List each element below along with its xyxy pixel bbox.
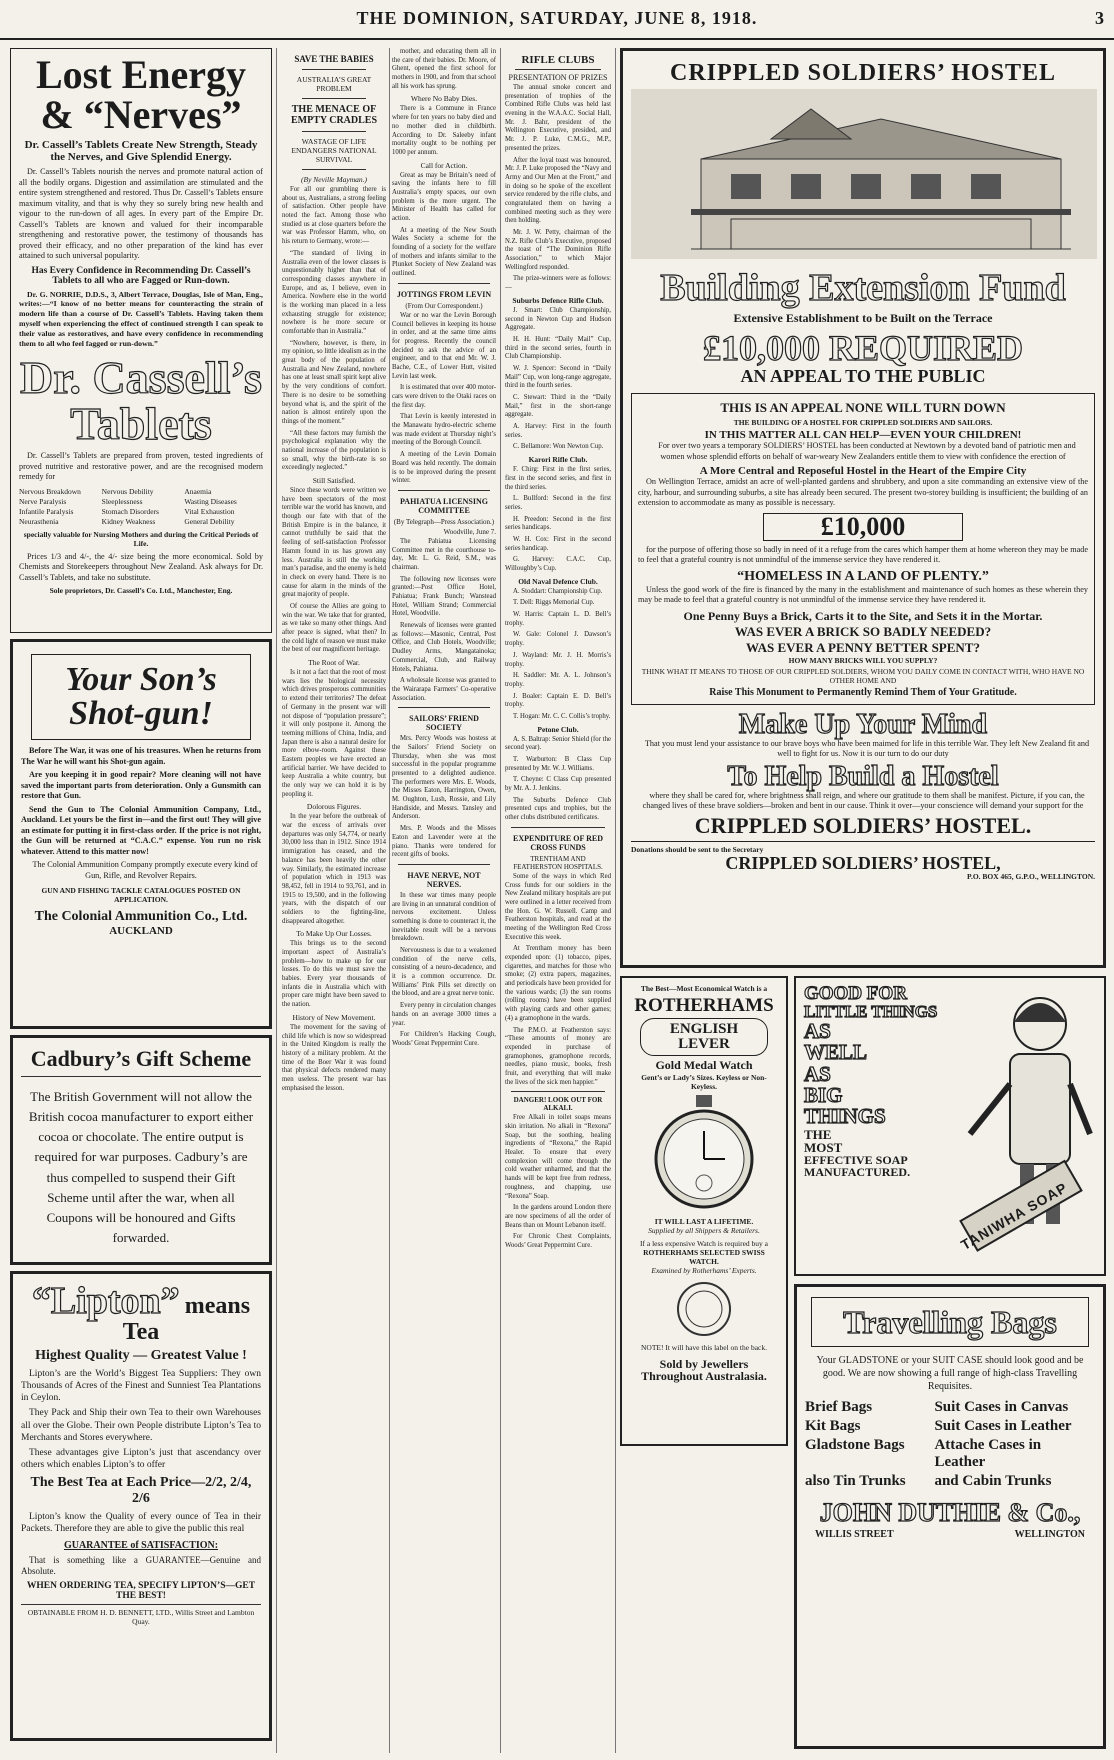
gun-para-2: Are you keeping it in good repair? More cleaning will not have saved the important parts from deterioration. Only a Gunsmith can restore that Gun. xyxy=(21,770,261,800)
club-result: J. Smart: Club Championship, second in Newton Cup and Hudson Aggregate. xyxy=(505,306,611,332)
rotherham-supplied: Supplied by all Shippers & Retailers. xyxy=(648,1226,760,1235)
lipton-best: The Best Tea at Each Price—2/2, 2/4, 2/6 xyxy=(30,1475,252,1507)
article-paragraph: Is it not a fact that the root of most wars lies the biological necessity which drives prosperous communities to extend their territories? The defeat of Germany in the present war will not dispose of “population pressure”; it will only postpone it. Among the teeming millions of China, India, and Japan there is also a natural desire for more elbow-room. Against these Eastern peoples we have erected an artificial barrier. We have decided to keep Australia a white country, but the only way we can hold it is by peopling it. xyxy=(282,669,386,798)
article-paragraph: For Children’s Hacking Cough, Woods’ Great Peppermint Cure. xyxy=(392,1031,496,1047)
cassell-proprietors: Sole proprietors, Dr. Cassell’s Co. Ltd., Manchester, Eng. xyxy=(49,586,233,596)
ailment: Sleeplessness xyxy=(101,496,143,506)
article-paragraph: Some of the ways in which Red Cross funds for our soldiers in the New Zealand military hospitals are put were outlined in a letter received from the Hon. G. W. Russell. Camp and Featherston hospitals, and read at the meeting of the Wellington Red Cross Executive this week. xyxy=(505,872,611,941)
club-result: H. H. Hunt: “Daily Mail” Cup, third in the second series, fourth in Club Championship. xyxy=(505,335,611,361)
club-name: Karori Rifle Club. xyxy=(528,455,588,465)
lipton-para-2: They Pack and Ship their own Tea to their own Warehouses all over the Globe. Their own People distribute Lipton’s Tea to Merchants and Stores everywhere. xyxy=(21,1408,261,1443)
duthie-bags-list xyxy=(805,1399,1095,1490)
hostel-donations-frame xyxy=(631,841,1095,881)
hostel-estab: Extensive Establishment to be Built on the Terrace xyxy=(733,311,993,325)
bag-item: Brief Bags xyxy=(805,1399,873,1416)
article-subtitle: PRESENTATION OF PRIZES xyxy=(508,73,608,82)
column-ads-left xyxy=(10,48,272,1753)
hostel-para-2: On Wellington Terrace, amidst an acre of well-planted gardens and shrubbery, and upon a site commanding an extensive view of the city, harbour, and surrounding suburbs, a site has already been secured. The present two-storey building is insufficient; the building of an extension to accommodate as many as possible is necessary. xyxy=(638,477,1088,507)
hostel-appeal-frame xyxy=(631,393,1095,705)
soap-line: MANUFACTURED. xyxy=(804,1165,911,1180)
divider xyxy=(398,864,490,865)
rotherham-top: The Best—Most Economical Watch is a xyxy=(640,984,768,993)
rotherham-cheaper: If a less expensive Watch is required buy a xyxy=(640,1239,768,1248)
gun-para-1: Before The War, it was one of his treasures. When he returns from The War he will want his Shot-gun again. xyxy=(21,746,261,766)
gun-company: The Colonial Ammunition Co., Ltd. xyxy=(34,909,248,924)
article-title: DANGER! LOOK OUT FOR ALKALI. xyxy=(513,1096,603,1113)
lipton-brand: “Lipton” xyxy=(31,1280,180,1322)
cassell-confidence: Has Every Confidence in Recommending Dr. Cassell’s Tablets to all who are Fagged or Run-down. xyxy=(31,265,251,286)
newspaper-title: THE DOMINION, SATURDAY, JUNE 8, 1918. xyxy=(356,8,758,28)
column-rule xyxy=(500,48,501,1753)
hostel-make-up-your-mind: Make Up Your Mind xyxy=(738,708,988,740)
hostel-amount-required: £10,000 REQUIRED xyxy=(702,328,1024,368)
column-rule xyxy=(276,48,277,1753)
hostel-q1: WAS EVER A BRICK SO BADLY NEEDED? xyxy=(734,623,992,639)
article-subtitle: AUSTRALIA’S GREAT PROBLEM xyxy=(296,75,372,93)
hostel-q2: WAS EVER A PENNY BETTER SPENT? xyxy=(746,639,980,655)
bag-item: Kit Bags xyxy=(805,1418,861,1435)
bag-item: Attache Cases in Leather xyxy=(934,1437,1042,1471)
gun-headline-2: Shot-gun! xyxy=(69,695,213,732)
ad-crippled-soldiers-hostel xyxy=(620,48,1106,968)
article-paragraph: For all our grumbling there is about us, Australians, a strong feeling of satisfaction. Other people have noted the fact. Among those who studied us at close quarters before the war was Professor Hamm, who, on his return to Germany, wrote:— xyxy=(282,186,386,246)
article-paragraph: At Trentham money has been expended upon: (1) tobacco, pipes, cigarettes, and matches for those who smoke; (2) extra papers, magazines, and periodicals have been provided for the various wards; (3) the sun rooms (rolling rooms) have been supplied with playing cards and other games; (4) a gramophone in the wards. xyxy=(505,945,611,1022)
hostel-think: THINK WHAT IT MEANS TO THOSE OF OUR CRIPPLED SOLDIERS, WHOM YOU DAILY COME IN CONTACT WITH, WHO HAVE NO OTHER HOME AND xyxy=(641,666,1085,685)
lipton-obtainable: OBTAINABLE FROM H. D. BENNETT, LTD., Willis Street and Lambton Quay. xyxy=(21,1604,261,1626)
article-subhead: Still Satisfied. xyxy=(312,476,356,485)
hostel-para-6: where they shall be cared for, where brightness shall reign, and where our gratitude to them shall be manifest. Picture, if you can, the changed lives of these brave soldiers—broken and bent in our cause. Think it over—your conscience will demand your support for the xyxy=(642,790,1085,810)
column-rule xyxy=(389,48,390,1753)
divider xyxy=(511,1091,605,1092)
column-ads-right xyxy=(620,48,1106,1753)
gun-city: AUCKLAND xyxy=(109,925,173,937)
article-paragraph: Nervousness is due to a weakened condition of the nerve cells, consisting of a neuro-decadence, and it is a common occurrence. Dr. Williams’ Pink Pills set directly on the blood, and are a great nerve tonic. xyxy=(392,947,496,998)
divider xyxy=(511,827,605,828)
hostel-fund-headline: Building Extension Fund xyxy=(660,267,1066,309)
ailment: Neurasthenia xyxy=(19,516,59,526)
divider xyxy=(302,69,366,70)
article-title: SAVE THE BABIES xyxy=(294,54,374,64)
column-rifle-clubs xyxy=(505,48,611,1753)
article-subhead: The Root of War. xyxy=(308,658,360,668)
duthie-address xyxy=(805,1529,1095,1540)
article-subtitle: THE MENACE OF EMPTY CRADLES xyxy=(290,104,378,126)
article-byline: (By Neville Mayman.) xyxy=(300,175,367,184)
article-paragraph: Mrs. Percy Woods was hostess at the Sailors’ Friend Society on Thursday, when she was most successful in the popular programme presented to a delighted audience. The performers were Mrs. E. Woods, the Misses Eaton, Harrington, Owen, M. Oughton, Lush, Rossie, and Lily Handiside, and Messrs. Tansley and Anderson. xyxy=(392,735,496,821)
hostel-para-3: for the purpose of offering those so badly in need of it a refuge from the cares which hamper them at home whereon they may be made to feel that a grateful country is not unmindful of the immense service they have rendered it. xyxy=(638,544,1088,564)
club-result: J. Boaler: Captain E. D. Bell’s trophy. xyxy=(505,692,611,709)
article-paragraph: It is estimated that over 400 motor-cars were driven to the Otaki races on the first day. xyxy=(392,384,496,409)
lipton-guarantee: GUARANTEE of SATISFACTION: xyxy=(63,1539,219,1551)
lipton-para-4: Lipton’s know the Quality of every ounce of Tea in their Packets. Therefore they are able to give the public this real xyxy=(21,1512,261,1535)
bag-item: Suit Cases in Leather xyxy=(934,1418,1072,1435)
article-paragraph: Mr. J. W. Petty, chairman of the N.Z. Rifle Club’s Executive, proposed the toast of “The Dominion Rifle Association,” to which Major Wellingford responded. xyxy=(505,229,611,271)
club-result: A. S. Baltrap: Senior Shield (for the second year). xyxy=(505,735,611,752)
soap-line: EFFECTIVE SOAP xyxy=(804,1153,908,1168)
divider xyxy=(302,98,366,99)
column-news-middle xyxy=(392,48,496,1753)
pocket-watch-illustration xyxy=(649,1093,759,1213)
ailment: Nervous Breakdown xyxy=(19,486,81,496)
club-result: W. H. Cox: First in the second series handicap. xyxy=(505,535,611,552)
article-byline: (By Telegraph—Press Association.) xyxy=(393,517,495,526)
soap-brand: TANIWHA SOAP xyxy=(957,1179,1070,1253)
ad-cadbury xyxy=(10,1035,272,1265)
soap-line: THE xyxy=(804,1126,832,1142)
ailment: Wasting Diseases xyxy=(184,496,237,506)
club-result: H. Saddler: Mr. A. L. Johnson’s trophy. xyxy=(505,672,611,688)
club-result: H. Preedon: Second in the first series handicaps. xyxy=(505,515,611,532)
club-result: T. Cheyne: C Class Cup presented by Mr. A. J. Jenkins. xyxy=(505,776,611,793)
rotherham-last: IT WILL LAST A LIFETIME. xyxy=(654,1217,754,1226)
article-paragraph: The movement for the saving of child life which is now so widespread in the United Kingdom is really the history of a military problem. At the time of the Boer War it was found that physical defects rendered many men useless. The present war has emphasised the lesson. xyxy=(282,1023,386,1092)
club-result: W. Harris: Captain L. D. Bell’s trophy. xyxy=(505,611,611,627)
lipton-tagline: Highest Quality — Greatest Value ! xyxy=(35,1348,247,1363)
bag-item: and Cabin Trunks xyxy=(934,1473,1052,1490)
article-subhead: To Make Up Our Losses. xyxy=(296,929,372,939)
cassell-tagline: Dr. Cassell’s Tablets Create New Strength, Steady the Nerves, and Give Splendid Energy. xyxy=(24,139,258,163)
hostel-q3: HOW MANY BRICKS WILL YOU SUPPLY? xyxy=(788,655,938,665)
article-title: JOTTINGS FROM LEVIN xyxy=(396,289,492,299)
lipton-para-1: Lipton’s are the World’s Biggest Tea Suppliers: They own Thousands of Acres of the Finest and Sunniest Tea Plantations in Ceylon. xyxy=(21,1369,261,1404)
divider xyxy=(398,490,490,491)
divider xyxy=(515,69,601,70)
article-paragraph: Of course the Allies are going to win the war. We take that for granted, as we take so many other things. And after peace is signed, what then? In the cold light of reason we must make the best of our magnificent heritage. xyxy=(282,602,386,654)
soap-slogan xyxy=(804,984,964,1179)
club-result: W. J. Spencer: Second in “Daily Mail” Cup, won long-range aggregate, third in the fourth series. xyxy=(505,364,611,390)
gun-headline-frame xyxy=(31,654,251,740)
soap-line: BIG xyxy=(804,1082,843,1107)
club-result: W. Gale: Colonel J. Dawson’s trophy. xyxy=(505,631,611,648)
rotherham-note: NOTE! It will have this label on the back. xyxy=(640,1343,767,1352)
ad-taniwha-soap xyxy=(794,976,1106,1276)
club-result: T. Dell: Riggs Memorial Cup. xyxy=(513,599,595,607)
article-paragraph: This brings us to the second important aspect of Australia’s problem—how to make up for our losses. To do this we must save the babies. Every year thousands of infants die in Australia which with proper care might have been saved to the nation. xyxy=(282,940,386,1009)
lipton-para-3: These advantages give Lipton’s just that ascendancy over others which enables Lipton’s to offer xyxy=(21,1447,261,1471)
duthie-title: Travelling Bags xyxy=(811,1297,1089,1347)
column-rule xyxy=(615,48,616,1753)
soap-line: AS xyxy=(804,1018,831,1043)
ad-john-duthie xyxy=(794,1284,1106,1749)
cadbury-title: Cadbury’s Gift Scheme xyxy=(21,1048,261,1077)
rotherham-sold: Sold by Jewellers Throughout Australasia. xyxy=(641,1357,767,1383)
article-paragraph: “All these factors may furnish the psychological explanation why the national increase of the population is so small, why the birth-rate is so exceedingly neglected.” xyxy=(282,429,386,472)
bag-item: also Tin Trunks xyxy=(805,1473,906,1490)
lipton-headline xyxy=(21,1282,261,1344)
soap-line: WELL xyxy=(804,1040,868,1065)
article-title: SAILORS’ FRIEND SOCIETY xyxy=(409,714,479,733)
hostel-ten-thousand: £10,000 xyxy=(763,513,963,541)
soap-line: THINGS xyxy=(804,1104,886,1129)
divider xyxy=(302,131,366,132)
hostel-penny: One Penny Buys a Brick, Carts it to the Site, and Sets it in the Mortar. xyxy=(683,608,1043,623)
cassell-body-2: Dr. Cassell’s Tablets are prepared from proven, tested ingredients of proved nutritive and restorative power, and are the recognised modern remedy for xyxy=(19,451,263,482)
club-result: A. Stoddart: Championship Cup. xyxy=(513,587,603,595)
ailment: Infantile Paralysis xyxy=(19,506,74,516)
watch-back-label-illustration xyxy=(664,1279,744,1339)
article-paragraph: The P.M.O. at Featherston says: “These amounts of money are expended in purchase of gramophones, gramophone records, needles, piano music, books, fresh fruit, and everything that will make the lives of the sick men happier.” xyxy=(505,1026,611,1086)
gun-catalogue: GUN AND FISHING TACKLE CATALOGUES POSTED ON APPLICATION. xyxy=(41,886,241,904)
article-paragraph: A wholesale license was granted to the Wairarapa Farmers’ Co-operative Association. xyxy=(392,677,496,702)
cassell-price: Prices 1/3 and 4/-, the 4/- size being the more economical. Sold by Chemists and Storekeepers throughout New Zealand. Ask always for Dr. Cassell’s Tablets, and take no substitute. xyxy=(19,551,263,582)
ailment: Vital Exhaustion xyxy=(184,506,235,516)
ad-colonial-ammunition xyxy=(10,639,272,1029)
club-result: C. Bellamore: Won Newton Cup. xyxy=(513,443,604,451)
soap-line: MOST xyxy=(804,1139,843,1155)
rotherham-lever: ENGLISH LEVER xyxy=(640,1018,768,1056)
article-paragraph: The prize-winners were as follows:— xyxy=(505,275,611,292)
club-name: Suburbs Defence Rifle Club. xyxy=(512,295,604,305)
article-subhead: Where No Baby Dies. xyxy=(410,94,478,104)
club-result: F. Chirg: First in the first series, first in the second series, and first in the third series. xyxy=(505,466,611,491)
article-paragraph: That Levin is keenly interested in the Manawatu hydro-electric scheme was made evident at Thursday night’s meeting of the Borough Council. xyxy=(392,413,496,447)
soap-line: LITTLE THINGS xyxy=(804,1002,938,1022)
hostel-help-build: To Help Build a Hostel xyxy=(727,760,999,792)
rotherham-brand: ROTHERHAMS xyxy=(634,995,774,1016)
club-result: T. Warburton: B Class Cup presented by Mr. W. J. Williams. xyxy=(505,756,611,772)
cassell-testimonial: Dr. G. NORRIE, D.D.S., 3, Albert Terrace, Douglas, Isle of Man, Eng., writes:—“I know of no better means for counteracting the strain of modern life than a course of Dr. Cassell’s Tablets. Having taken them myself when experiencing the effect of continued strength I can speak to their value as restoratives, and have every confidence in recommending them to all who feel fagged or run-down.” xyxy=(19,289,263,349)
hostel-raise: Raise This Monument to Permanently Remind Them of Your Gratitude. xyxy=(709,686,1017,698)
hostel-appeal: AN APPEAL TO THE PUBLIC xyxy=(740,366,986,386)
soap-line: GOOD FOR xyxy=(804,983,907,1004)
hostel-plenty: “HOMELESS IN A LAND OF PLENTY.” xyxy=(737,568,989,584)
hostel-building-text: THE BUILDING OF A HOSTEL FOR CRIPPLED SOLDIERS AND SAILORS. xyxy=(733,418,993,427)
article-subhead: History of New Movement. xyxy=(292,1012,376,1022)
article-paragraph: In the year before the outbreak of war the excess of arrivals over departures was only 54,774, or nearly 30,000 less than in 1912. Since 1914 immigration has ceased, and the balance has been heavily the other way. Similarly, the estimated increase of population which in 1913 was 98,452, fell in 1914 to 93,761, and in 1915 to 19,500, and in the following years, with the dispatch of our soldiers to the fighting-line, disappeared altogether. xyxy=(282,813,386,925)
club-result: C. Stewart: Third in the “Daily Mail,” first in the short-range aggregate. xyxy=(505,394,611,419)
hostel-para-5: That you must lend your assistance to our brave boys who have been maimed for life in this terrible War. They left New Zealand fit and well to fight for us. Now it is our turn to do our duty xyxy=(644,738,1090,758)
cassell-body: Dr. Cassell’s Tablets nourish the nerves and promote natural action of all the bodily organs. Digestion and assimilation are stimulated and the entire system strengthened and restored. Thus Dr. Cassell’s Tablets ensure maximum vitality, and that is why they so surely bring new health and vigour to the run-down of all ages. In every part of the Empire Dr. Cassell’s Tablets are known and valued for their incomparable strengthening and restorative power, the testimony of thousands has proved their efficacy, and no other preparation of the kind has ever attained to such universal popularity. xyxy=(19,167,263,260)
bag-item: Suit Cases in Canvas xyxy=(934,1399,1069,1416)
article-subhead: Call for Action. xyxy=(420,160,468,170)
ailment: Stomach Disorders xyxy=(101,506,159,516)
ad-lipton xyxy=(10,1271,272,1741)
article-paragraph: The annual smoke concert and presentation of trophies of the Combined Rifle Clubs was held last evening in the W.A.A.C. Social Hall, Mr. J. Bahr, president of the Wellington Executive, presided, and Mr. J. P. Luke, C.M.G., M.P., presented the prizes. xyxy=(505,84,611,152)
hostel-title: CRIPPLED SOLDIERS’ HOSTEL xyxy=(670,60,1056,86)
column-save-the-babies xyxy=(282,48,386,1753)
hostel-name-2: CRIPPLED SOLDIERS’ HOSTEL. xyxy=(694,812,1032,838)
lipton-means-tea: means Tea xyxy=(122,1293,251,1345)
cassell-headline-1: Lost Energy xyxy=(36,52,246,97)
divider xyxy=(398,707,490,708)
rotherham-gents: Gent’s or Lady’s Sizes. Keyless or Non-Keyless. xyxy=(641,1073,767,1091)
rotherham-examined: Examined by Rotherhams’ Experts. xyxy=(651,1266,757,1275)
article-paragraph: War or no war the Levin Borough Council believes in keeping its house in order, and at the same time aims for progress. Recently the council decided to ask the advice of an engineer, and to that end Mr. W. J. Bache, C.E., of Lower Hutt, visited Levin last week. xyxy=(392,311,496,380)
article-paragraph: Since these words were written we have been spectators of the most terrible war the world has known, and though our fate with that of the British Empire is in the balance, it cannot truthfully be said that the feeling of self-satisfaction Professor Hamm found in us has grown any less. Australia is still the working man’s paradise, and the enemy is held in check on every hand. There is no cause for alarm in the minds of the great majority of people. xyxy=(282,487,386,599)
article-title: EXPENDITURE OF RED CROSS FUNDS xyxy=(513,833,603,852)
cassell-nursing: specially valuable for Nursing Mothers and during the Critical Periods of Life. xyxy=(23,529,259,548)
duthie-para: Your GLADSTONE or your SUIT CASE should look good and be good. We are now showing a full range of high-class Travelling Requisites. xyxy=(816,1355,1084,1392)
ad-dr-cassell xyxy=(10,48,272,633)
article-paragraph: “The standard of living in Australia even of the lower classes is unquestionably higher than that of corresponding classes anywhere in Europe, and as, I believe, even in America. Nowhere else in the world is the working man placed in a less exhausting struggle for existence; nowhere is he more secure or comfortable than in Australia.” xyxy=(282,249,386,335)
duthie-company: JOHN DUTHIE & Co., xyxy=(819,1498,1081,1528)
article-paragraph: Mrs. P. Woods and the Misses Eaton and Lavender were at the piano. Thanks were tendered for recent gifts of books. xyxy=(392,825,496,859)
hostel-name-3: CRIPPLED SOLDIERS’ HOSTEL, xyxy=(725,852,1001,873)
club-result: J. Wayland: Mr. J. H. Morris’s trophy. xyxy=(505,651,611,668)
ailment: Nervous Debility xyxy=(101,486,154,496)
article-paragraph: mother, and educating them all in the care of their babies. Dr. Moore, of Ghent, opened the first school for mothers in 1900, and from that school all his work has sprung. xyxy=(392,48,496,90)
article-paragraph: In these war times many people are living in an unnatural condition of nervous excitement. Unless something is done to counteract it, the inevitable result will be a nervous breakdown. xyxy=(392,891,496,943)
gun-para-4: The Colonial Ammunition Company promptly execute every kind of Gun, Rifle, and Revolver Repairs. xyxy=(32,860,258,880)
article-byline: (From Our Correspondent.) xyxy=(405,301,483,310)
page-number: 3 xyxy=(1095,8,1104,28)
divider xyxy=(398,283,490,284)
article-paragraph: After the loyal toast was honoured, Mr. J. P. Luke proposed the “Navy and Army and Our Men at the Front,” and in doing so he spoke of the excellent service rendered by the rifle clubs, and congratulated them on having a combined meeting such as they were then holding. xyxy=(505,156,611,225)
hostel-donations: Donations should be sent to the Secretary xyxy=(631,844,764,854)
club-name: Petone Club. xyxy=(537,724,579,734)
article-paragraph: Every penny in circulation changes hands on an average 3000 times a year. xyxy=(392,1002,496,1027)
cassell-ailments-list xyxy=(19,487,263,526)
cassell-brand-2: Tablets xyxy=(70,398,212,450)
gun-headline-1: Your Son’s xyxy=(65,661,217,698)
article-paragraph: Renewals of licenses were granted as follows:—Masonic, Central, Post Office, and Club Hotels, Woodville; Dudley Arms, Mangatainoka; Commercial, Club, and Railway Hotels, Pahiatua. xyxy=(392,622,496,673)
ailment: Nerve Paralysis xyxy=(19,496,67,506)
lipton-order: WHEN ORDERING TEA, SPECIFY LIPTON’S—GET THE BEST! xyxy=(26,1580,256,1601)
article-paragraph: A meeting of the Levin Domain Board was held recently. The domain is to be improved during the present winter. xyxy=(392,451,496,485)
hostel-help: IN THIS MATTER ALL CAN HELP—EVEN YOUR CHILDREN! xyxy=(704,429,1022,441)
article-paragraph: The following new licenses were granted:—Post Office Hotel, Pahiatua; Frank Bunch; Wanstead Hotel, William Strand; Commercial Hotel, Woodville. xyxy=(392,575,496,618)
hostel-home: A More Central and Reposeful Hostel in the Heart of the Empire City xyxy=(699,465,1027,477)
club-result: A. Harvey: First in the fourth series. xyxy=(505,423,611,439)
article-paragraph: At a meeting of the New South Wales Society a scheme for the founding of a society for the welfare of mothers and infants similar to the Plunket Society of New Zealand was outlined. xyxy=(392,226,496,278)
article-paragraph: For Chronic Chest Complaints, Woods’ Great Peppermint Cure. xyxy=(505,1233,611,1249)
duthie-street: WILLIS STREET xyxy=(815,1529,894,1541)
article-title: PAHIATUA LICENSING COMMITTEE xyxy=(400,496,488,515)
hostel-para-1: For over two years a temporary SOLDIERS’ HOSTEL has been conducted at Newtown by a devoted band of patriotic men and women whose splendid efforts on behalf of war-weary New Zealanders entitle them to view with confidence the erection of xyxy=(658,441,1076,461)
hostel-building-illustration xyxy=(631,89,1097,259)
duthie-city: WELLINGTON xyxy=(1014,1529,1085,1541)
article-paragraph: Free Alkali in toilet soaps means skin irritation. No alkali in “Rexona” Soap, but the soothing, healing ingredients of “Rexona,” the Rapid Healer. To ensure that every complexion will come through the cold weather unharmed, and that the hands will be kept free from redness, roughness, and chapping, use “Rexona” Soap. xyxy=(505,1114,611,1200)
club-name: Old Naval Defence Club. xyxy=(518,576,598,586)
soap-line: AS xyxy=(804,1061,831,1086)
club-result: The Suburbs Defence Club presented cups and trophies, but the other clubs distributed certificates. xyxy=(505,796,611,822)
gun-para-3: Send the Gun to The Colonial Ammunition Company, Ltd., Auckland. Let yours be the first in—and the first out! They will give an estimate for putting it in first-class order. If the price is not right, the Gun will be returned at “C.A.C.” expense. You run no risk whatever. Attend to this matter now! xyxy=(21,804,261,856)
article-subhead: Dolorous Figures. xyxy=(306,802,362,812)
bag-item: Gladstone Bags xyxy=(805,1437,905,1454)
ailment: Anaemia xyxy=(184,486,212,496)
article-subtitle: TRENTHAM AND FEATHERSTON HOSPITALS. xyxy=(513,854,603,871)
article-paragraph: There is a Commune in France where for ten years no baby died and no mother died in childbirth. According to Dr. Saleeby infant mortality ought to be nothing per 1000 per annum. xyxy=(392,105,496,156)
club-result: L. Bullford: Second in the first series. xyxy=(505,495,611,511)
hostel-turn: THIS IS AN APPEAL NONE WILL TURN DOWN xyxy=(720,400,1006,415)
article-dateline: Woodville, June 7. xyxy=(443,527,496,536)
ailment: General Debility xyxy=(184,516,235,526)
club-result: T. Hogan: Mr. C. C. Collis’s trophy. xyxy=(513,712,611,720)
lipton-para-5: That is something like a GUARANTEE—Genuine and Absolute. xyxy=(21,1554,261,1577)
rotherham-gold: Gold Medal Watch xyxy=(655,1058,753,1072)
article-paragraph: The Pahiatua Licensing Committee met in the courthouse to-day, Mr. L. G. Reid, S.M., was chairman. xyxy=(392,537,496,571)
club-result: G. Harvey: C.A.C. Cup, Willoughby’s Cup. xyxy=(505,556,611,572)
cadbury-body: The British Government will not allow the British cocoa manufacturer to export either cocoa or chocolate. The entire output is required for war purposes. Cadbury’s are thus compelled to suspend their Gift Scheme until after the war, when all Coupons will be honoured and Gifts forwarded. xyxy=(28,1089,254,1245)
article-paragraph: Great as may be Britain’s need of saving the infants here to fill Australia’s empty spaces, our own problem is the more urgent. The Minister of Health has called for action. xyxy=(392,171,496,222)
cassell-brand-1: Dr. Cassell’s xyxy=(20,352,262,404)
hostel-address: P.O. BOX 465, G.P.O., WELLINGTON. xyxy=(967,871,1095,881)
article-paragraph: “Nowhere, however, is there, in my opinion, so little idealism as in the great body of the population of Australia and New Zealand, nowhere has one at least small spirit kept alive by the very conditions of comfort. There is no desire to be something beyond what is, and the spirit of the nation is almost entirely upon the things of the moment.” xyxy=(282,339,386,425)
article-title: HAVE NERVE, NOT NERVES. xyxy=(407,870,481,889)
rotherham-selected: ROTHERHAMS SELECTED SWISS WATCH. xyxy=(643,1248,765,1266)
ailment: Kidney Weakness xyxy=(101,516,156,526)
article-paragraph: In the gardens around London there are now specimens of all the order of Beans than on Mount Lebanon itself. xyxy=(505,1204,611,1229)
article-subtitle: WASTAGE OF LIFE ENDANGERS NATIONAL SURVIVAL xyxy=(291,137,377,164)
article-title: RIFLE CLUBS xyxy=(521,54,595,66)
masthead xyxy=(0,0,1114,40)
divider xyxy=(302,169,366,170)
cassell-headline-2: & “Nerves” xyxy=(40,92,242,137)
hostel-para-4: Unless the good work of the fire is financed by the many in the establishment and maintenance of such homes as these wherein they may be made to feel that a grateful country is not unmindful of the immense service they have rendered it. xyxy=(638,584,1088,604)
ad-rotherhams xyxy=(620,976,788,1446)
